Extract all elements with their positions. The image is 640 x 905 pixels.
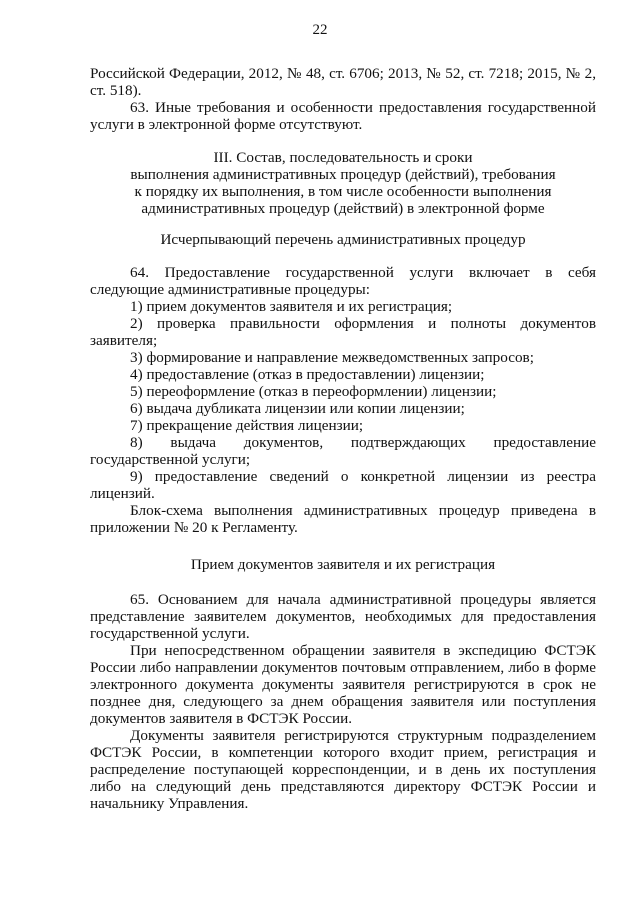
paragraph-registration: Документы заявителя регистрируются структурным подразделением ФСТЭК России, в компетенции которого входит прием, регистрация и распределение поступающей корреспонденции, и в день их поступления либо на следующий день представляются директору ФСТЭК России и начальнику Управления. (90, 727, 596, 812)
section-heading-line: административных процедур (действий) в электронной форме (141, 200, 545, 217)
section-heading-line: выполнения административных процедур (действий), требования (130, 166, 556, 183)
subheading-procedures-list: Исчерпывающий перечень административных процедур (160, 231, 526, 248)
procedure-item: 1) прием документов заявителя и их регистрация; (130, 298, 453, 315)
procedure-item: 4) предоставление (отказ в предоставлении) лицензии; (130, 366, 485, 383)
paragraph-direct-submission: При непосредственном обращении заявителя в экспедицию ФСТЭК России либо направлении документов почтовым отправлением, либо в форме электронного документа документы заявителя регистрируются в срок не позднее дня, следующего за днем обращения заявителя или поступления документов заявителя в ФСТЭК России. (90, 642, 596, 727)
procedure-item: 5) переоформление (отказ в переоформлении) лицензии; (130, 383, 497, 400)
procedure-item: 8) выдача документов, подтверждающих предоставление государственной услуги; (90, 434, 596, 468)
paragraph-64: 64. Предоставление государственной услуги включает в себя следующие административные процедуры: (90, 264, 596, 298)
paragraph-63: 63. Иные требования и особенности предоставления государственной услуги в электронной форме отсутствуют. (90, 99, 596, 133)
paragraph-continuation: Российской Федерации, 2012, № 48, ст. 6706; 2013, № 52, ст. 7218; 2015, № 2, ст. 518). (90, 65, 596, 99)
section-heading-line: к порядку их выполнения, в том числе особенности выполнения (134, 183, 552, 200)
paragraph-65: 65. Основанием для начала административной процедуры является представление заявителем документов, необходимых для предоставления государственной услуги. (90, 591, 596, 642)
procedure-item: 6) выдача дубликата лицензии или копии лицензии; (130, 400, 465, 417)
paragraph-block-scheme: Блок-схема выполнения административных процедур приведена в приложении № 20 к Регламенту. (90, 502, 596, 536)
procedure-item: 9) предоставление сведений о конкретной лицензии из реестра лицензий. (90, 468, 596, 502)
subheading-documents-reception: Прием документов заявителя и их регистрация (190, 556, 496, 573)
document-body (90, 65, 596, 812)
page-number: 22 (312, 22, 328, 38)
procedure-item: 7) прекращение действия лицензии; (130, 417, 364, 434)
procedure-item: 2) проверка правильности оформления и полноты документов заявителя; (90, 315, 596, 349)
section-heading (90, 149, 596, 217)
procedure-item: 3) формирование и направление межведомственных запросов; (130, 349, 534, 366)
section-heading-line: III. Состав, последовательность и сроки (213, 149, 473, 166)
